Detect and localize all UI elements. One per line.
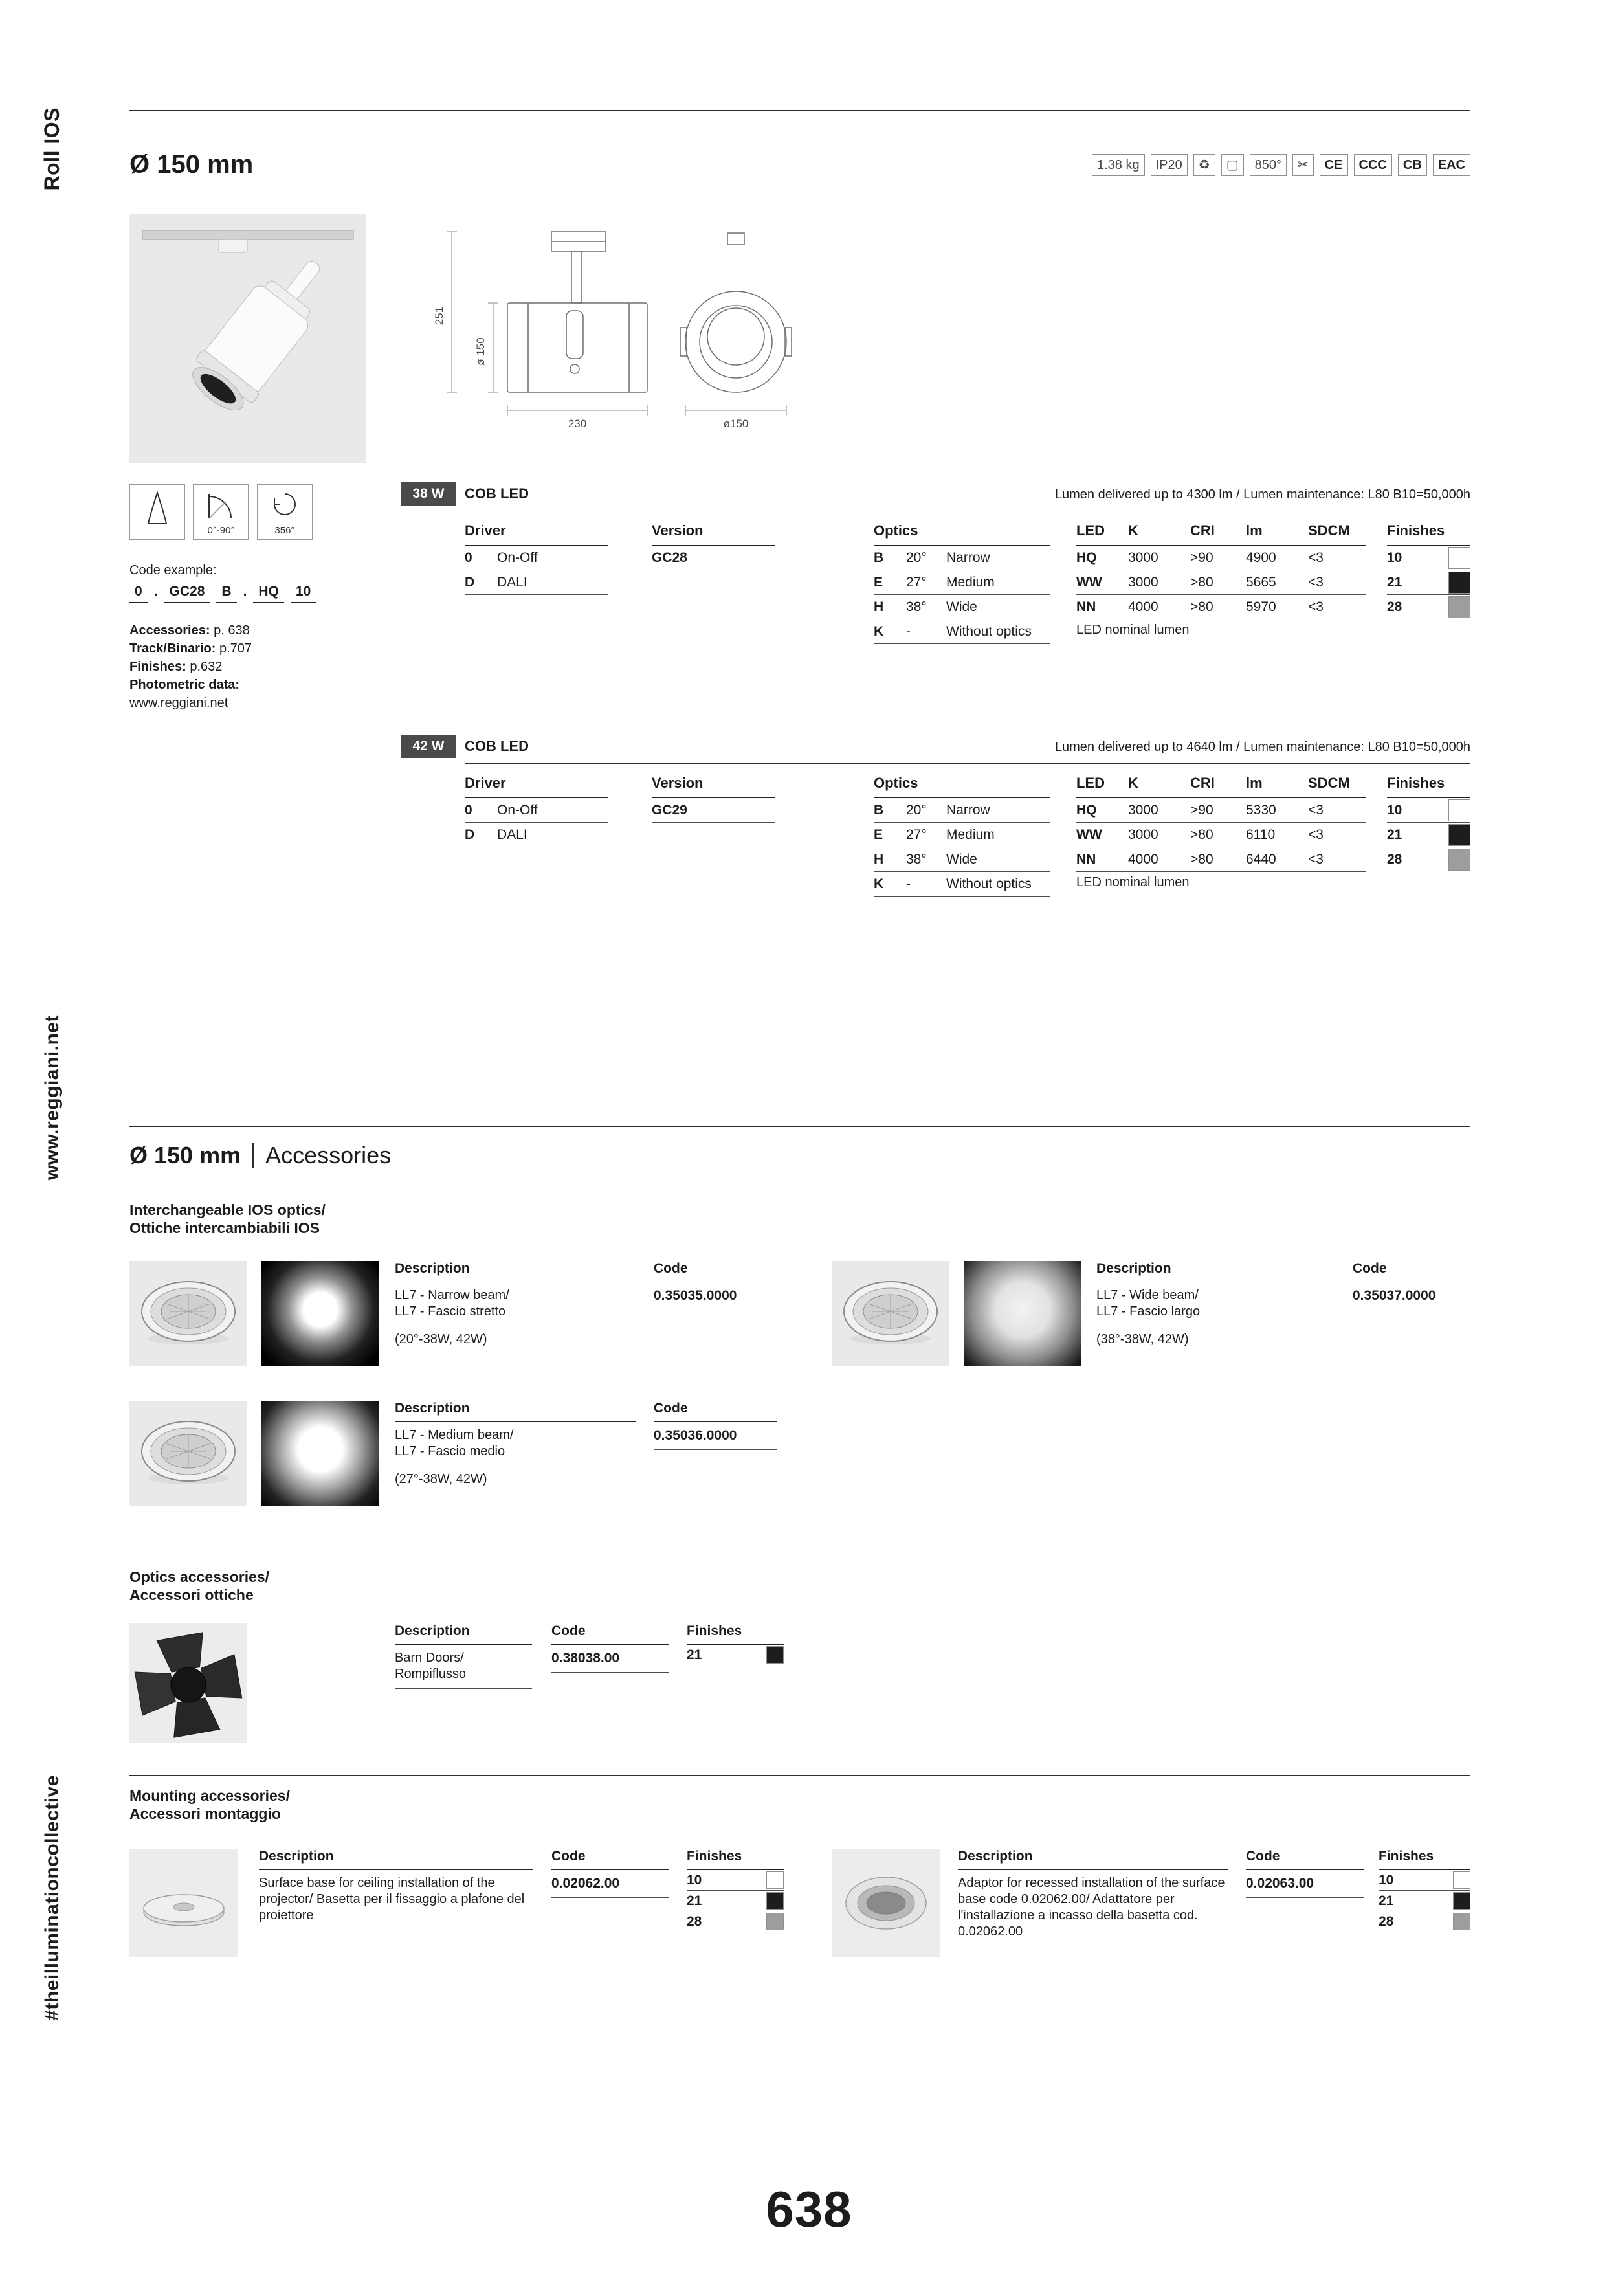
accessory-code: Code 0.02063.00 (1246, 1849, 1364, 1898)
driver-row: D DALI (465, 823, 608, 847)
cut-line-icon: ✂ (1292, 154, 1314, 176)
surface-base-photo (129, 1849, 238, 1957)
accessory-description: Description LL7 - Wide beam/ LL7 - Fascio largo (38°-38W, 42W) (1096, 1261, 1336, 1347)
title-separator (252, 1143, 254, 1168)
version-value: GC28 (652, 550, 687, 565)
sidebar-website: www.reggiani.net (41, 1015, 63, 1181)
optics-row: H 38° Wide (874, 595, 1050, 619)
lumen-header: lm (1246, 522, 1308, 546)
led-cell: <3 (1308, 546, 1366, 570)
ip-rating-badge: IP20 (1151, 154, 1188, 176)
recycle-icon: ♻ (1193, 154, 1215, 176)
rotation-angle-icon (257, 484, 313, 540)
accessory-code: Code 0.38038.00 (551, 1623, 669, 1673)
beam-photo-wide (964, 1261, 1081, 1366)
certification-badges (1092, 154, 1470, 176)
led-cell: 5970 (1246, 595, 1308, 619)
table-rule (465, 763, 1470, 764)
info-track: Track/Binario: p.707 (129, 641, 252, 656)
version-row: GC29 (652, 798, 775, 823)
finish-row: 10 (1387, 798, 1470, 823)
optic-photo (832, 1261, 949, 1366)
optics-row: E 27° Medium (874, 823, 1050, 847)
led-cell: HQ (1076, 546, 1128, 570)
led-note: LED nominal lumen (1076, 875, 1190, 889)
finish-row: 28 (1379, 1911, 1470, 1932)
finish-swatch-white (1453, 1871, 1470, 1889)
finish-swatch-white (1448, 547, 1470, 569)
dim-front-diameter-label: ø150 (723, 418, 749, 430)
led-cell: >90 (1190, 546, 1246, 570)
version-column (652, 522, 775, 570)
rotation-angle-label: 356° (274, 525, 295, 536)
info-finishes: Finishes: p.632 (129, 660, 223, 674)
finish-row: 10 (687, 1870, 784, 1891)
projector-symbol-icon: ▢ (1221, 154, 1244, 176)
finish-row: 10 (1387, 546, 1470, 570)
led-cell: >80 (1190, 570, 1246, 595)
ce-mark: CE (1320, 154, 1348, 176)
optic-photo (129, 1261, 247, 1366)
code-part-driver: 0 (129, 584, 148, 603)
sdcm-header: SDCM (1308, 522, 1366, 546)
recessed-adaptor-photo (832, 1849, 940, 1957)
beam-photo-narrow (261, 1261, 379, 1366)
code-example (129, 584, 316, 603)
driver-row: 0 On-Off (465, 798, 608, 823)
version-header: Version (652, 775, 775, 798)
led-cell: 4900 (1246, 546, 1308, 570)
code-part-optics: B (216, 584, 236, 603)
finish-swatch-white (766, 1871, 784, 1889)
finish-row: 28 (687, 1911, 784, 1932)
finish-swatch-black (1453, 1892, 1470, 1910)
lumen-note: Lumen delivered up to 4300 lm / Lumen maintenance: L80 B10=50,000h (1054, 487, 1470, 502)
tilt-angle-label: 0°-90° (207, 525, 235, 536)
finish-row: 28 (1387, 847, 1470, 871)
driver-header: Driver (465, 522, 608, 546)
led-cell: <3 (1308, 595, 1366, 619)
dim-diameter-label: ø 150 (474, 337, 487, 366)
interchangeable-optics-heading: Interchangeable IOS optics/ Ottiche intercambiabili IOS (129, 1201, 326, 1236)
code-part-led: HQ (253, 584, 284, 603)
finish-row: 21 (687, 1891, 784, 1911)
driver-row (465, 570, 608, 595)
cri-header: CRI (1190, 522, 1246, 546)
glow-wire-badge: 850° (1250, 154, 1287, 176)
optic-photo (129, 1401, 247, 1506)
eac-mark: EAC (1433, 154, 1470, 176)
optics-column (874, 775, 1050, 897)
top-rule (129, 110, 1470, 111)
led-header: LED (1076, 522, 1128, 546)
accessory-finishes: Finishes 10 21 28 (1379, 1849, 1470, 1932)
finish-swatch-white (1448, 799, 1470, 821)
driver-column (465, 522, 608, 595)
led-cell: 3000 (1128, 546, 1190, 570)
accessory-code: Code 0.35037.0000 (1353, 1261, 1470, 1310)
finish-swatch-grey (766, 1913, 784, 1930)
led-cell: 3000 (1128, 570, 1190, 595)
section-rule (129, 1775, 1470, 1776)
finish-swatch-black (766, 1646, 784, 1664)
optics-accessories-heading: Optics accessories/ Accessori ottiche (129, 1568, 270, 1603)
sidebar-product-name: Roll IOS (40, 107, 63, 191)
driver-code: 0 (465, 550, 472, 565)
driver-column (465, 775, 608, 847)
accessory-code: Code 0.35035.0000 (654, 1261, 777, 1310)
product-photo (129, 214, 366, 463)
page-title: Ø 150 mm (129, 150, 254, 179)
driver-header: Driver (465, 775, 608, 798)
kelvin-header: K (1128, 522, 1190, 546)
driver-value: On-Off (497, 550, 538, 565)
finishes-column (1387, 522, 1470, 619)
optics-row: E 27° Medium (874, 570, 1050, 595)
lumen-note: Lumen delivered up to 4640 lm / Lumen maintenance: L80 B10=50,000h (1054, 740, 1470, 754)
code-part-dot: . (153, 584, 158, 599)
code-example-label: Code example: (129, 563, 217, 577)
beam-shape-icon (129, 484, 185, 540)
led-type: COB LED (465, 738, 529, 754)
driver-value: DALI (497, 574, 527, 590)
finish-swatch-grey (1448, 849, 1470, 871)
finish-row: 21 (1387, 570, 1470, 595)
accessory-code: Code 0.35036.0000 (654, 1401, 777, 1450)
version-header: Version (652, 522, 775, 546)
accessories-title: Ø 150 mm Accessories (129, 1142, 392, 1168)
finish-row: 21 (687, 1645, 784, 1665)
finishes-header: Finishes (1387, 522, 1470, 546)
technical-drawing (401, 219, 809, 432)
led-cell: <3 (1308, 570, 1366, 595)
led-note: LED nominal lumen (1076, 623, 1190, 637)
accessory-finishes: Finishes 10 21 28 (687, 1849, 784, 1932)
ccc-mark: CCC (1354, 154, 1392, 176)
dim-height-label: 251 (433, 306, 445, 326)
wattage-badge: 38 W (401, 482, 456, 506)
code-part-version: GC28 (164, 584, 210, 603)
finish-row: 21 (1379, 1891, 1470, 1911)
led-cell: WW (1076, 570, 1128, 595)
accessory-code: Code 0.02062.00 (551, 1849, 669, 1898)
finish-row: 21 (1387, 823, 1470, 847)
finish-row: 28 (1387, 595, 1470, 619)
optics-row: K - Without optics (874, 872, 1050, 897)
driver-code: D (465, 574, 475, 590)
dim-width-label: 230 (568, 418, 587, 430)
optics-row: K - Without optics (874, 619, 1050, 644)
led-cell: 4000 (1128, 595, 1190, 619)
mounting-accessories-heading: Mounting accessories/ Accessori montaggio (129, 1787, 290, 1822)
page-number: 638 (766, 2181, 852, 2238)
weight-badge: 1.38 kg (1092, 154, 1145, 176)
finishes-column: Finishes 10 21 28 (1387, 775, 1470, 871)
driver-row (465, 546, 608, 570)
accessory-description: Description Barn Doors/ Rompiflusso (395, 1623, 532, 1689)
optics-row: B 20° Narrow (874, 798, 1050, 823)
finish-swatch-black (1448, 824, 1470, 846)
accessory-description: Description Adaptor for recessed installation of the surface base code 0.02062.00/ Adattatore per l'installazione a incasso della basetta cod. 0.02062.00 (958, 1849, 1228, 1946)
barn-doors-photo (129, 1623, 247, 1743)
led-cell: NN (1076, 595, 1128, 619)
optics-row: B 20° Narrow (874, 546, 1050, 570)
finish-swatch-grey (1448, 596, 1470, 618)
optics-row: H 38° Wide (874, 847, 1050, 872)
accessory-description: Description Surface base for ceiling installation of the projector/ Basetta per il fissaggio a plafone del proiettore (259, 1849, 533, 1930)
code-part-finish: 10 (291, 584, 316, 603)
finish-swatch-black (1448, 572, 1470, 594)
info-photometric: Photometric data: (129, 678, 240, 692)
led-table: LED K CRI lm SDCM HQ 3000 >90 5330 <3 WW 3000 >80 6110 <3 NN 4000 >80 6440 <3 (1076, 775, 1366, 872)
optics-header: Optics (874, 522, 1050, 546)
optics-header: Optics (874, 775, 1050, 798)
optics-column (874, 522, 1050, 644)
pictogram-row (129, 484, 318, 540)
code-part-dot: . (243, 584, 247, 599)
version-column (652, 775, 775, 823)
led-type: COB LED (465, 485, 529, 502)
wattage-badge: 42 W (401, 735, 456, 758)
info-accessories: Accessories: p. 638 (129, 623, 250, 638)
finish-swatch-black (766, 1892, 784, 1910)
tilt-angle-icon (193, 484, 249, 540)
info-website: www.reggiani.net (129, 696, 228, 710)
cb-mark: CB (1398, 154, 1427, 176)
led-cell: >80 (1190, 595, 1246, 619)
finish-swatch-grey (1453, 1913, 1470, 1930)
beam-photo-medium (261, 1401, 379, 1506)
accessory-description: Description LL7 - Narrow beam/ LL7 - Fascio stretto (20°-38W, 42W) (395, 1261, 636, 1347)
section-rule (129, 1126, 1470, 1127)
led-cell: 5665 (1246, 570, 1308, 595)
finish-row: 10 (1379, 1870, 1470, 1891)
info-links (129, 621, 362, 712)
accessory-finishes: Finishes 21 (687, 1623, 784, 1665)
accessory-description: Description LL7 - Medium beam/ LL7 - Fascio medio (27°-38W, 42W) (395, 1401, 636, 1487)
sidebar-hashtag: #theilluminationcollective (41, 1775, 63, 2021)
version-row (652, 546, 775, 570)
led-table (1076, 522, 1366, 619)
